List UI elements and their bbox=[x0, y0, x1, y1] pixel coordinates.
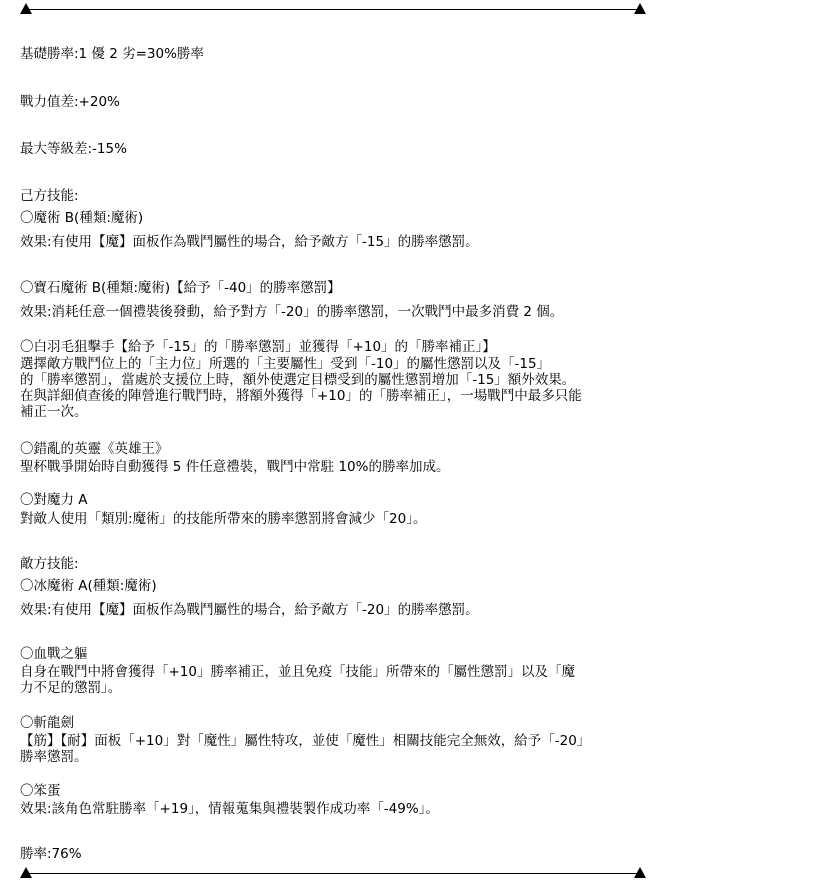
skill-effect bbox=[20, 733, 590, 765]
divider-line bbox=[28, 873, 638, 874]
skill-effect: 效果:消耗任意一個禮裝後發動，給予對方「-20」的勝率懲罰，一次戰鬥中最多消費 2 個。 bbox=[20, 304, 564, 320]
skill-effect bbox=[20, 356, 582, 420]
skill-title: 〇魔術 B(種類:魔術) bbox=[20, 210, 144, 226]
effect-line: 在與詳細偵查後的陣營進行戰鬥時，將額外獲得「+10」的「勝率補正」，一場戰鬥中最多只能 bbox=[20, 388, 582, 404]
bottom-divider bbox=[20, 866, 646, 880]
skill-effect: 效果:有使用【魔】面板作為戰鬥屬性的場合，給予敵方「-15」的勝率懲罰。 bbox=[20, 234, 479, 250]
skill-effect: 效果:該角色常駐勝率「+19」，情報蒐集與禮裝製作成功率「-49%」。 bbox=[20, 801, 439, 817]
top-divider bbox=[20, 2, 646, 16]
effect-line: 勝率懲罰。 bbox=[20, 749, 88, 765]
effect-line: 自身在戰鬥中將會獲得「+10」勝率補正，並且免疫「技能」所帶來的「屬性懲罰」以及「魔 bbox=[20, 664, 575, 680]
base-win-rate: 基礎勝率:1 優 2 劣=30%勝率 bbox=[20, 46, 204, 62]
skill-effect: 效果:有使用【魔】面板作為戰鬥屬性的場合，給予敵方「-20」的勝率懲罰。 bbox=[20, 602, 479, 618]
own-skills-heading: 己方技能: bbox=[20, 188, 79, 204]
skill-title: 〇寶石魔術 B(種類:魔術)【給予「-40」的勝率懲罰】 bbox=[20, 280, 341, 296]
skill-effect bbox=[20, 664, 575, 696]
effect-line: 的「勝率懲罰」，當處於支援位上時，額外使選定目標受到的屬性懲罰增加「-15」額外效果。 bbox=[20, 372, 576, 388]
max-level-diff: 最大等級差:-15% bbox=[20, 141, 127, 157]
power-diff: 戰力值差:+20% bbox=[20, 94, 120, 110]
triangle-icon bbox=[634, 867, 646, 878]
effect-line: 力不足的懲罰」。 bbox=[20, 680, 122, 696]
skill-effect: 對敵人使用「類別:魔術」的技能所帶來的勝率懲罰將會減少「20」。 bbox=[20, 511, 427, 527]
triangle-icon bbox=[634, 3, 646, 14]
effect-line: 【筋】【耐】面板「+10」對「魔性」屬性特攻，並使「魔性」相關技能完全無效，給予「-20」 bbox=[20, 733, 591, 749]
enemy-skills-heading: 敵方技能: bbox=[20, 556, 79, 572]
skill-title: 〇冰魔術 A(種類:魔術) bbox=[20, 578, 157, 594]
effect-line: 補正一次。 bbox=[20, 404, 88, 420]
effect-line: 選擇敵方戰鬥位上的「主力位」所選的「主要屬性」受到「-10」的屬性懲罰以及「-15」 bbox=[20, 356, 551, 372]
skill-title: 〇白羽毛狙擊手【給予「-15」的「勝率懲罰」並獲得「+10」的「勝率補正」】 bbox=[20, 339, 496, 355]
win-rate-result: 勝率:76% bbox=[20, 846, 82, 862]
skill-effect: 聖杯戰爭開始時自動獲得 5 件任意禮裝，戰鬥中常駐 10%的勝率加成。 bbox=[20, 459, 450, 475]
skill-title: 〇笨蛋 bbox=[20, 783, 61, 799]
skill-title: 〇錯亂的英靈《英雄王》 bbox=[20, 441, 169, 457]
skill-title: 〇血戰之軀 bbox=[20, 646, 88, 662]
divider-line bbox=[28, 9, 638, 10]
skill-title: 〇斬龍劍 bbox=[20, 715, 74, 731]
skill-title: 〇對魔力 A bbox=[20, 492, 88, 508]
